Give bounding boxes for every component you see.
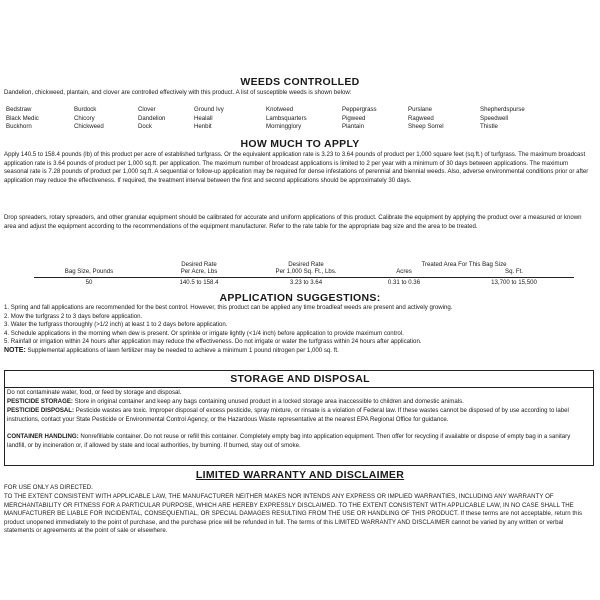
weed-name: Chickweed xyxy=(74,123,104,131)
weed-name: Dock xyxy=(138,123,152,131)
note-text: Supplemental applications of lawn fertilizer may be needed to achieve a minimum 1 pound nitrogen per 1,000 sq. ft. xyxy=(25,347,339,354)
weed-name: Clover xyxy=(138,106,156,113)
table-cell: 3.23 to 3.64 xyxy=(289,279,323,286)
weeds-column xyxy=(6,106,39,132)
container-handling-text: Nonrefillable container. Do not reuse or refill this container. Completely empty bag into application equipment. Then offer for recycling if available or dispose of empty bag in a sanitary landfill, or by incineration or, if allowed by state and local authorities, by burning. If burned, stay out of smoke. xyxy=(7,433,571,449)
weeds-column xyxy=(266,106,307,132)
container-handling xyxy=(7,433,589,450)
pesticide-disposal-text: Pesticide wastes are toxic. Improper disposal of excess pesticide, spray mixture, or rinsate is a violation of Federal law. If these wastes cannot be disposed of by use according to label instructions, contact your State Pesticide or Environmental Control Agency, or the Hazardous Waste representative at the nearest EPA Regional Office for guidance. xyxy=(7,407,569,423)
weed-name: Morningglory xyxy=(266,123,302,131)
storage-disposal-heading: STORAGE AND DISPOSAL xyxy=(230,373,370,385)
weed-name: Plantain xyxy=(342,123,365,131)
table-cell: 50 xyxy=(85,279,93,286)
pesticide-storage xyxy=(7,398,589,407)
application-rate-paragraph: Apply 140.5 to 158.4 pounds (lb) of this product per acre of established turfgrass. Or the equivalent application rate is 3.23 to 3.64 pounds of product per 1,000 square feet (sq.ft.) of turfgrass. The maximum broadcast application rate is 3.64 pounds of product per 1,000 sq.ft. per application. The maximum number of broadcast applications is limited to 2 per year with a minimum of 30 days between applications. The maximum seasonal rate is 7.28 pounds of product per 1,000 sq.ft. A sequential or follow-up application may be required for dense infestations of perennial and biennial weeds. Also, adverse environmental conditions prior or after application may reduce the effectiveness. If required, the treatment interval between the first and second applications should be approximately 30 days. xyxy=(4,151,589,184)
suggestion-item: 1. Spring and fall applications are recommended for the best control. However, this product can be applied any time broadleaf weeds are present and actively growing. xyxy=(4,304,453,311)
pesticide-storage-label: PESTICIDE STORAGE: xyxy=(7,398,73,405)
weed-name: Bedstraw xyxy=(6,106,32,113)
weed-name: Knotweed xyxy=(266,106,294,113)
warranty-line: FOR USE ONLY AS DIRECTED. xyxy=(4,484,93,491)
pesticide-storage-text: Store in original container and keep any bags containing unused product in a locked storage area inaccessible to children and domestic animals. xyxy=(72,398,464,405)
limited-warranty-heading: LIMITED WARRANTY AND DISCLAIMER xyxy=(195,469,405,481)
table-divider xyxy=(34,277,574,278)
warranty-body: TO THE EXTENT CONSISTENT WITH APPLICABLE LAW, THE MANUFACTURER NEITHER MAKES NOR INTENDS ANY EXPRESS OR IMPLIED WARRANTIES, INCLUDING ANY WARRANTY OF MERCHANTABILITY OR FITNESS FOR A PARTICULAR PURPOSE, WHICH ARE HEREBY EXPRESSLY DISCLAIMED. TO THE EXTENT CONSISTENT WITH APPLICABLE LAW, IN NO CASE SHALL THE MANUFACTURER BE LIABLE FOR INCIDENTAL, CONSEQUENTIAL, OR SPECIAL DAMAGES RESULTING FROM THE USE OR HANDLING OF THIS PRODUCT. If these terms are not acceptable, return this product unopened immediately to the point of purchase, and the purchase price will be refunded in full. The terms of this LIMITED WARRANTY AND DISCLAIMER cannot be varied by any written or verbal statements or agreements at the point of sale or elsewhere. xyxy=(4,493,583,535)
weeds-column xyxy=(408,106,444,132)
weed-name: Lambsquarters xyxy=(266,114,307,122)
weed-name: Speedwell xyxy=(480,114,509,122)
col-header: Desired Rate xyxy=(288,261,324,268)
application-suggestions-heading: APPLICATION SUGGESTIONS: xyxy=(219,292,381,304)
pesticide-disposal xyxy=(7,407,589,424)
weed-name: Black Medic xyxy=(6,114,39,122)
col-header: Acres xyxy=(396,268,412,275)
weeds-intro: Dandelion, chickweed, plantain, and clover are controlled effectively with this product. A list of susceptible weeds is shown below: xyxy=(4,89,352,96)
weed-name: Healall xyxy=(194,114,213,122)
weed-name: Ground Ivy xyxy=(194,106,224,113)
table-cell: 13,700 to 15,500 xyxy=(491,279,537,286)
weed-name: Henbit xyxy=(194,123,212,131)
weeds-list xyxy=(4,106,594,134)
storage-intro: Do not contaminate water, food, or feed by storage and disposal. xyxy=(7,389,182,396)
pesticide-disposal-label: PESTICIDE DISPOSAL: xyxy=(7,407,75,414)
calibration-paragraph: Drop spreaders, rotary spreaders, and other granular equipment should be calibrated for accurate and uniform applications of this product. Calibrate the equipment by applying the product over a measured or known area and adjust the equipment according to the recommendations of the equipment manufacturer. Refer to the rate table for the appropriate bag size and the area to be treated. xyxy=(4,214,582,230)
col-header: Treated Area For This Bag Size xyxy=(421,261,507,268)
weeds-controlled-heading: WEEDS CONTROLLED xyxy=(240,76,360,88)
suggestion-item: 4. Schedule applications in the morning when dew is present. Or sprinkle or irrigate lightly (<1/4 inch) before application to provide maximum control. xyxy=(4,329,404,337)
weed-name: Shepherdspurse xyxy=(480,106,525,113)
weed-name: Thistle xyxy=(480,123,498,131)
product-label xyxy=(4,74,596,584)
weed-name: Burdock xyxy=(74,106,97,113)
weed-name: Purslane xyxy=(408,106,433,113)
col-header: Desired Rate xyxy=(181,261,217,268)
weed-name: Ragweed xyxy=(408,114,434,122)
weed-name: Buckhorn xyxy=(6,123,32,131)
col-header: Per 1,000 Sq. Ft., Lbs. xyxy=(275,268,337,275)
suggestion-item: 5. Rainfall or irrigation within 24 hours after application may reduce the effectiveness. Do not irrigate or water the turfgrass within 24 hours after application. xyxy=(4,338,422,346)
weed-name: Chicory xyxy=(74,114,95,122)
storage-divider xyxy=(4,387,594,388)
weeds-column xyxy=(480,106,525,132)
suggestion-item: 3. Water the turfgrass thoroughly (>1/2 inch) at least 1 to 2 days before application. xyxy=(4,321,228,329)
weeds-column xyxy=(74,106,104,132)
weeds-column xyxy=(342,106,377,132)
how-much-heading: HOW MUCH TO APPLY xyxy=(240,138,360,150)
table-cell: 140.5 to 158.4 xyxy=(179,279,219,286)
col-header: Sq. Ft. xyxy=(505,268,523,275)
weeds-column xyxy=(138,106,165,132)
suggestion-item: 2. Mow the turfgrass 2 to 3 days before application. xyxy=(4,312,143,320)
weed-name: Sheep Sorrel xyxy=(408,123,444,131)
weed-name: Dandelion xyxy=(138,114,166,122)
note-label: NOTE: xyxy=(4,347,26,354)
container-handling-label: CONTAINER HANDLING: xyxy=(7,433,79,440)
weeds-column xyxy=(194,106,224,132)
col-header: Per Acre, Lbs xyxy=(180,268,218,275)
weed-name: Peppergrass xyxy=(342,106,377,113)
table-cell: 0.31 to 0.36 xyxy=(387,279,421,286)
weed-name: Pigweed xyxy=(342,114,366,122)
col-header: Bag Size, Pounds xyxy=(64,268,114,275)
note-line xyxy=(4,347,594,356)
